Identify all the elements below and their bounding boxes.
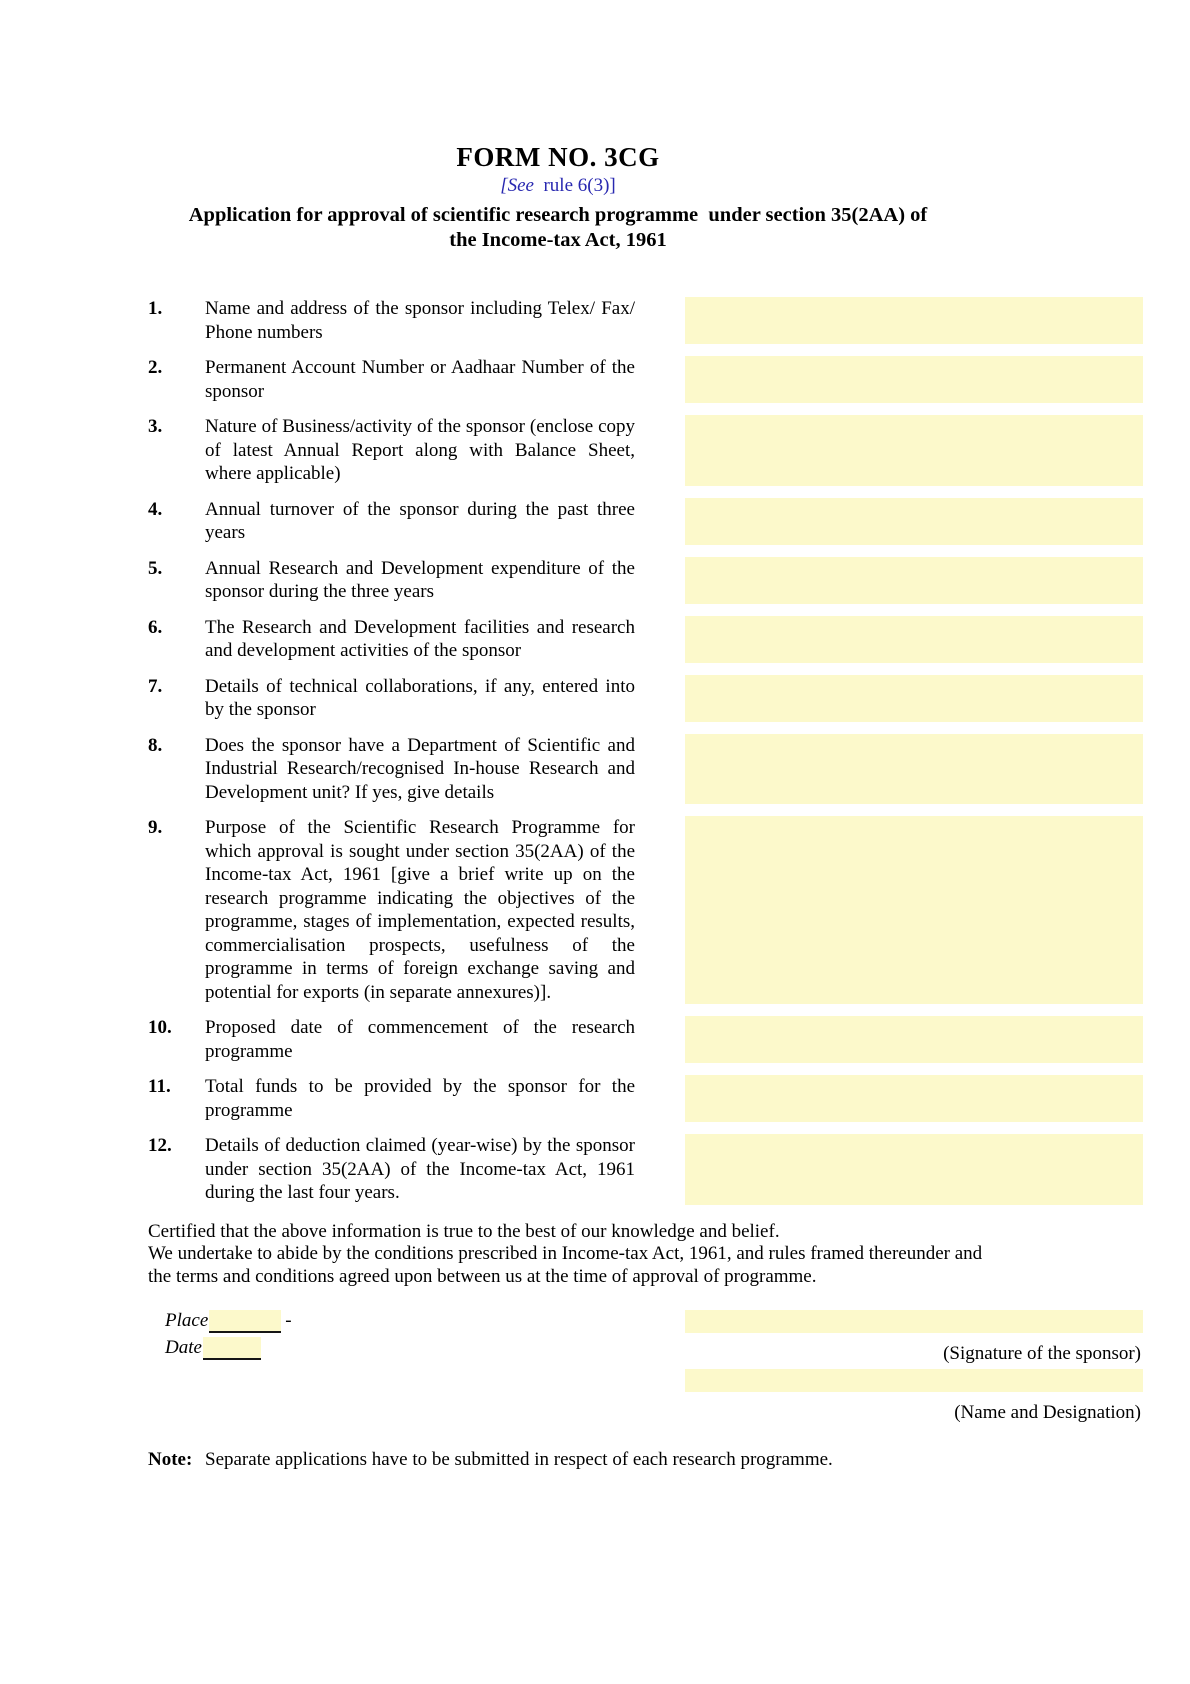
item-number: 5. [148, 557, 163, 579]
note-text: Separate applications have to be submitted in respect of each research programme. [205, 1449, 833, 1470]
item-field-input-10[interactable] [685, 1016, 1143, 1063]
item-label: Does the sponsor have a Department of Scientific and Industrial Research/recognised In-house Research and Development unit? If yes, give details [205, 734, 635, 803]
form-item-row [148, 816, 1190, 1004]
item-label: Nature of Business/activity of the sponsor (enclose copy of latest Annual Report along with Balance Sheet, where applicable) [205, 416, 635, 484]
note [148, 1448, 1190, 1471]
item-field-input-2[interactable] [685, 356, 1143, 403]
column-gap [635, 1134, 685, 1205]
item-field-input-12[interactable] [685, 1134, 1143, 1205]
certification-line1: Certified that the above information is true to the best of our knowledge and belief. [148, 1220, 780, 1242]
signature-caption: (Signature of the sponsor) [943, 1343, 1141, 1364]
item-field-input-11[interactable] [685, 1075, 1143, 1122]
item-number: 8. [148, 734, 163, 756]
form-item-row [148, 1016, 1190, 1063]
column-gap [635, 557, 685, 604]
column-gap [635, 734, 685, 805]
signature-input[interactable] [685, 1310, 1143, 1333]
form-item-row [148, 297, 1190, 344]
place-row [165, 1310, 685, 1337]
item-label: Name and address of the sponsor including Telex/ Fax/ Phone numbers [205, 298, 635, 343]
item-number: 11. [148, 1076, 171, 1097]
item-field-input-6[interactable] [685, 616, 1143, 663]
item-label: Permanent Account Number or Aadhaar Number of the sponsor [205, 357, 635, 402]
place-suffix-dash: - [285, 1310, 292, 1331]
item-label: The Research and Development facilities and research and development activities of the sponsor [205, 616, 635, 661]
item-field-input-4[interactable] [685, 498, 1143, 545]
name-designation-caption: (Name and Designation) [954, 1402, 1141, 1423]
item-number: 9. [148, 817, 163, 838]
rule-reference-rest: rule 6(3)] [533, 175, 616, 196]
form-item-row [148, 616, 1190, 663]
item-number: 2. [148, 357, 163, 378]
item-label: Proposed date of commencement of the research programme [205, 1017, 635, 1062]
date-row [165, 1337, 685, 1364]
item-label: Annual Research and Development expenditure of the sponsor during the three years [205, 557, 635, 602]
item-number: 7. [148, 675, 163, 697]
form-subtitle-line1: Application for approval of scientific research programme under section 35(2AA) of [188, 204, 928, 226]
item-label: Total funds to be provided by the sponsor for the programme [205, 1076, 635, 1121]
item-label: Annual turnover of the sponsor during the past three years [205, 498, 635, 543]
item-label: Details of technical collaborations, if any, entered into by the sponsor [205, 675, 635, 720]
certification-line2: We undertake to abide by the conditions prescribed in Income-tax Act, 1961, and rules framed thereunder and [148, 1243, 983, 1264]
certification-text [148, 1221, 1148, 1289]
form-title: FORM NO. 3CG [456, 142, 660, 172]
item-field-input-3[interactable] [685, 415, 1143, 486]
name-designation-input[interactable] [685, 1369, 1143, 1392]
form-header [148, 142, 968, 253]
column-gap [635, 816, 685, 1004]
form-item-row [148, 675, 1190, 722]
item-number: 3. [148, 416, 163, 437]
column-gap [635, 415, 685, 486]
item-number: 6. [148, 616, 163, 638]
column-gap [635, 1075, 685, 1122]
signature-block [148, 1310, 1190, 1428]
form-item-row [148, 1134, 1190, 1205]
form-item-row [148, 415, 1190, 486]
form-item-row [148, 734, 1190, 805]
column-gap [635, 616, 685, 663]
column-gap [635, 356, 685, 403]
item-field-input-8[interactable] [685, 734, 1143, 805]
item-label: Details of deduction claimed (year-wise) by the sponsor under section 35(2AA) of the Income-tax Act, 1961 during the last four years. [205, 1135, 635, 1203]
item-number: 12. [148, 1135, 172, 1156]
item-number: 1. [148, 298, 163, 319]
place-label: Place [165, 1310, 209, 1331]
form-item-row [148, 498, 1190, 545]
item-field-input-7[interactable] [685, 675, 1143, 722]
certification-line3: the terms and conditions agreed upon between us at the time of approval of programme. [148, 1265, 817, 1287]
place-input[interactable] [209, 1310, 281, 1333]
form-item-row [148, 1075, 1190, 1122]
form-subtitle-line2: the Income-tax Act, 1961 [449, 229, 667, 251]
note-label: Note: [148, 1449, 193, 1470]
item-number: 4. [148, 498, 163, 520]
item-number: 10. [148, 1017, 172, 1038]
rule-reference [148, 174, 968, 198]
item-field-input-1[interactable] [685, 297, 1143, 344]
form-item-row [148, 557, 1190, 604]
date-input[interactable] [203, 1337, 261, 1360]
item-field-input-9[interactable] [685, 816, 1143, 1004]
form-item-row [148, 356, 1190, 403]
date-label: Date [165, 1337, 202, 1358]
item-field-input-5[interactable] [685, 557, 1143, 604]
place-date-column [148, 1310, 685, 1428]
column-gap [635, 1016, 685, 1063]
form-items [148, 297, 1190, 1205]
column-gap [635, 297, 685, 344]
item-label: Purpose of the Scientific Research Programme for which approval is sought under section 35(2AA) of the Income-tax Act, 1961 [give a brief write up on the research programme indicating the objectives of the programme, stages of implementation, expected results, commercialisation prospects, usefulness of the programme in terms of foreign exchange saving and potential for exports (in separate annexures)]. [205, 817, 635, 1003]
signature-column [685, 1310, 1143, 1428]
rule-reference-see: [See [500, 175, 534, 196]
column-gap [635, 675, 685, 722]
form-subtitle [148, 203, 968, 253]
column-gap [635, 498, 685, 545]
